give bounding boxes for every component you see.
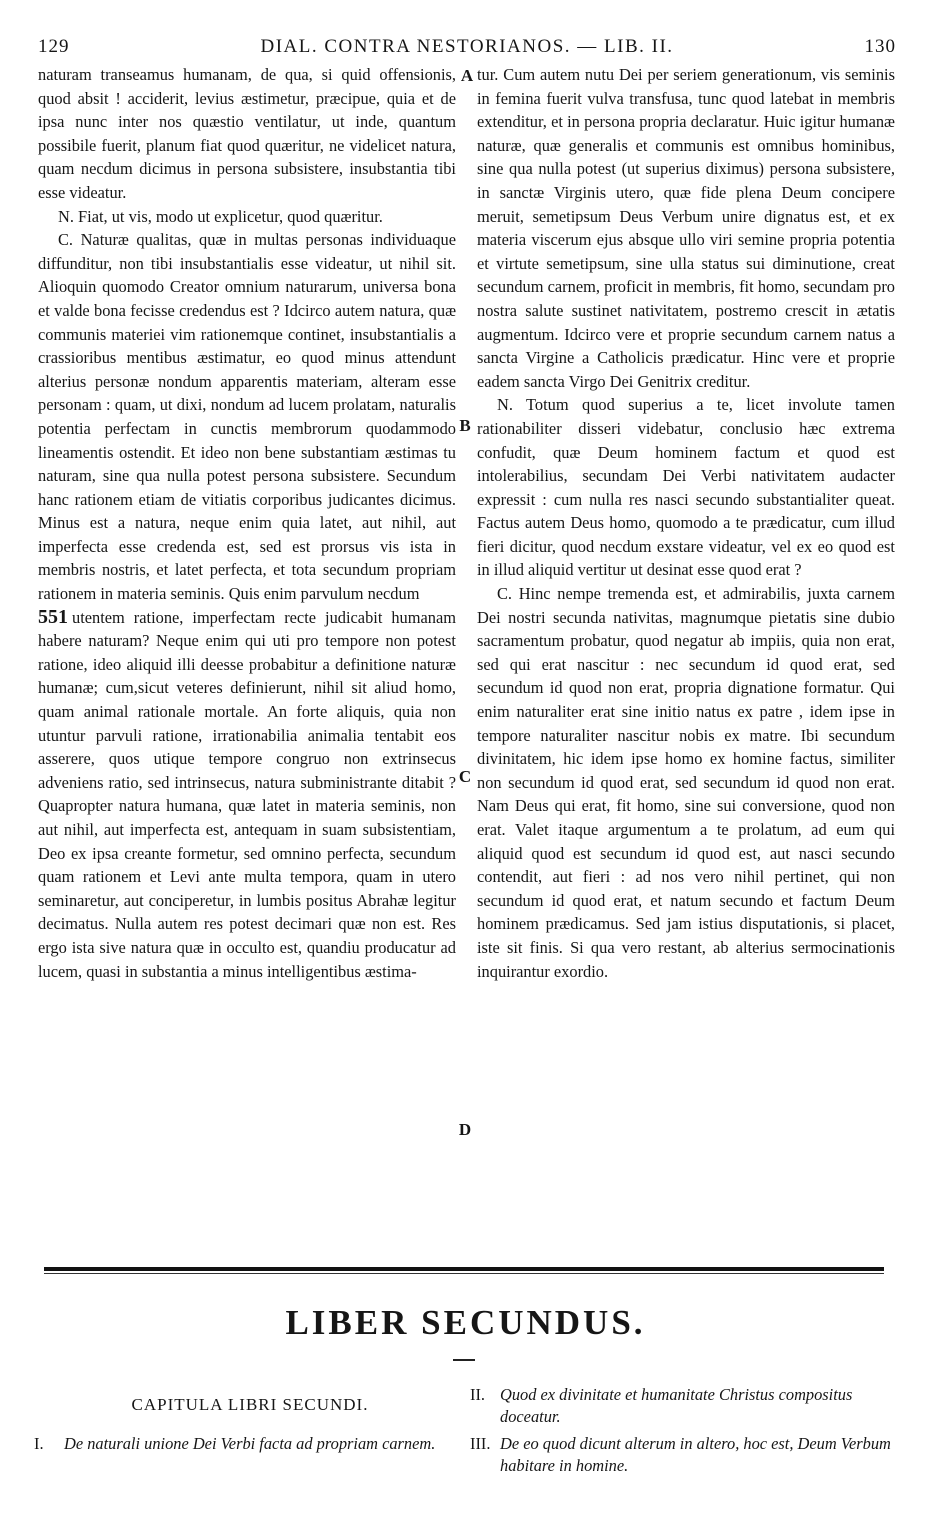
paragraph: tur. Cum autem nutu Dei per seriem generationum, vis seminis in femina fuerit vulva transfusa, tunc quod latebat in membris extenditur, et in persona propria declaratur. Huic igitur humanæ naturæ, quæ generalis et communis est omnibus hominibus, sine qua nulla potest (ut superius diximus) persona subsistere, in sanctæ Virginis utero, quæ fide plena Deum concipere meruit, semetipsum Deus Verbum unire dignatus est, et ex materia viscerum ejus absque ullo viri semine propria potentia et virtute semetipsum, sine ulla status sui diminutione, creat secundum carnem, proficit in membris, fit homo, secundam pro nostra salute sustinet nativitatem, postremo crescit in ætatis augmentum. Idcirco vere et proprie secundum carnem natus a sancta Virgine a Catholicis prædicatur. Hinc vere et proprie eadem sancta Virgo Dei Genitrix creditur. bbox=[477, 65, 895, 391]
margin-letter-d: D bbox=[458, 1120, 472, 1139]
chapter-title: De naturali unione Dei Verbi facta ad propriam carnem. bbox=[64, 1434, 436, 1453]
margin-letter-b: B bbox=[459, 416, 471, 435]
chapter-list-item bbox=[34, 1433, 454, 1455]
paragraph-text: C. Naturæ qualitas, quæ in multas personas individuaque diffunditur, non tibi insubstantialis esse videatur, ut nihil sit. Alioquin quomodo Creator omnium naturarum, universa bona et valde bona fecisse credendus est ? Idcirco autem natura, quæ communis materiei vim rationemque continet, insubstantialis a crassioribus mentibus æstimatur, eo quod minus attendunt alterius personæ nondum apparentis materiam, alteram esse personam : quam, ut dixi, nondum ad lucem prolatam, naturalis potentia perfectam in cunctis membrorum quodammodo lineamentis ostendit. Et ideo non bene substantiam æstimas tu naturam, sine qua nulla potest persona subsistere. Secundum hanc rationem etiam de vitiatis corporibus judicantes dicimus. Minus est a natura, neque enim quia latet, aut nihil, aut imperfecta esse credenda est, sed est prorsus vis ista in membris nostris, et latet perfecta, et tota secundum propriam rationem in materia seminis. Quis enim parvulum necdum bbox=[38, 230, 456, 604]
chapter-title: Quod ex divinitate et humanitate Christus compositus doceatur. bbox=[500, 1385, 853, 1426]
book-title: LIBER SECUNDUS. bbox=[285, 1303, 646, 1342]
section-rule bbox=[44, 1267, 884, 1271]
margin-letter-a: A bbox=[460, 66, 474, 85]
page-number-right: 130 bbox=[864, 36, 896, 57]
chapter-title: De eo quod dicunt alterum in altero, hoc est, Deum Verbum habitare in homine. bbox=[500, 1434, 891, 1475]
paragraph bbox=[38, 228, 456, 983]
section-rule-thin bbox=[44, 1273, 884, 1274]
running-head bbox=[38, 36, 896, 60]
right-column bbox=[477, 63, 895, 983]
margin-letter-c: C bbox=[458, 767, 472, 786]
paragraph: C. Hinc nempe tremenda est, et admirabilis, juxta carnem Dei nostri secunda nativitas, magnumque pietatis sine dubio sacramentum probatur, quod negatur ab impiis, quia non erat, sed qui erat nascitur : nec secundum id quod erat, sed secundum id quod non erat, propria dignatione formatur. Qui enim naturaliter erat sine initio natus ex patre , idem ipse in tempore naturaliter nascitur nobis ex matre. Ibi secundum divinitatem, hic idem ipse homo ex homine factus, similiter non secundum id quod erat, sed secundum id quod non erat. Nam Deus qui erat, fit homo, sine sui conversione, quod non erat. Valet itaque argumentum a te prolatum, ad eum qui aliquid quod est secundum id quod est, aut nasci secundo contendit, aut fieri : ad nos vero nihil pertinet, qui non secundum id quod erat, et natum secundo et factum Deum hominem prædicamus. Sed jam istius disputationis, si placet, iste sit finis. Si qua vero restant, ab alterius sermocinationis inquirantur exordio. bbox=[477, 584, 895, 981]
page-number-left: 129 bbox=[38, 36, 70, 57]
paragraph-text: utentem ratione, imperfectam recte judicabit humanam habere naturam? Neque enim qui uti pro tempore non potest ratione, ideo aliquid illi deesse probabitur a definitione naturæ humanæ; cum,sicut veteres definierunt, nihil sit aliud homo, quam animal rationale mortale. An forte aliquis, quia non utuntur parvuli ratione, irrationabilia animalia tentabit eos asserere, quos utique tempore congruo non extrinsecus adveniens ratio, sed intrinsecus, natura subministrante ditabit ? Quapropter natura humana, quæ latet in materia seminis, non aut nihil, aut imperfecta est, antequam in suam subsistentiam, Deo ex ipsa creante formetur, sed omnino perfecta, secundum quam rationem et Levi ante multa tempora, quam in utero seminaretur, aut conciperetur, in lumbis positus Abrahæ legitur decimatus. Nulla autem res potest decimari quæ non est. Res ergo ista sive natura quæ in occulto est, quandiu producatur ad lucem, quasi in substantia a minus intelligentibus æstima- bbox=[38, 607, 456, 981]
title-dash bbox=[453, 1359, 475, 1361]
paragraph: naturam transeamus humanam, de qua, si quid offensionis, quod absit ! acciderit, levius æstimetur, præcipue, quia et de ipsa nunc inter nos quæstio ventilatur, ut inde, quantum possibile fuerit, planum fiat quod quæritur, ne videlicet natura, quam necdum dicimus in persona subsistere, insubstantia tibi esse videatur. bbox=[38, 65, 456, 202]
paragraph: N. Fiat, ut vis, modo ut explicetur, quod quæritur. bbox=[58, 206, 383, 226]
running-title: DIAL. CONTRA NESTORIANOS. — LIB. II. bbox=[260, 36, 674, 57]
chapter-list-item bbox=[470, 1433, 895, 1477]
left-column bbox=[38, 63, 456, 983]
column-number: 551 bbox=[38, 605, 68, 628]
chapter-list-item bbox=[470, 1384, 895, 1428]
capitula-heading: CAPITULA LIBRI SECUNDI. bbox=[131, 1395, 369, 1414]
chapter-number: I. bbox=[34, 1434, 44, 1453]
chapter-number: III. bbox=[470, 1434, 491, 1453]
chapter-number: II. bbox=[470, 1385, 486, 1404]
paragraph: N. Totum quod superius a te, licet involute tamen rationabiliter disseri videbatur, conclusio hæc extrema confudit, quæ Deum hominem factum et quod est intolerabilius, secundam Dei Verbi nativitatem audacter expressit : cum nulla res nasci secundo substantialiter queat. Factus autem Deus homo, quomodo a te prædicatur, cum illud fieri dicitur, quod necdum exstare videatur, vel ex eo quod est in illud aliquid vertitur ut desinat esse quod erat ? bbox=[477, 395, 895, 580]
